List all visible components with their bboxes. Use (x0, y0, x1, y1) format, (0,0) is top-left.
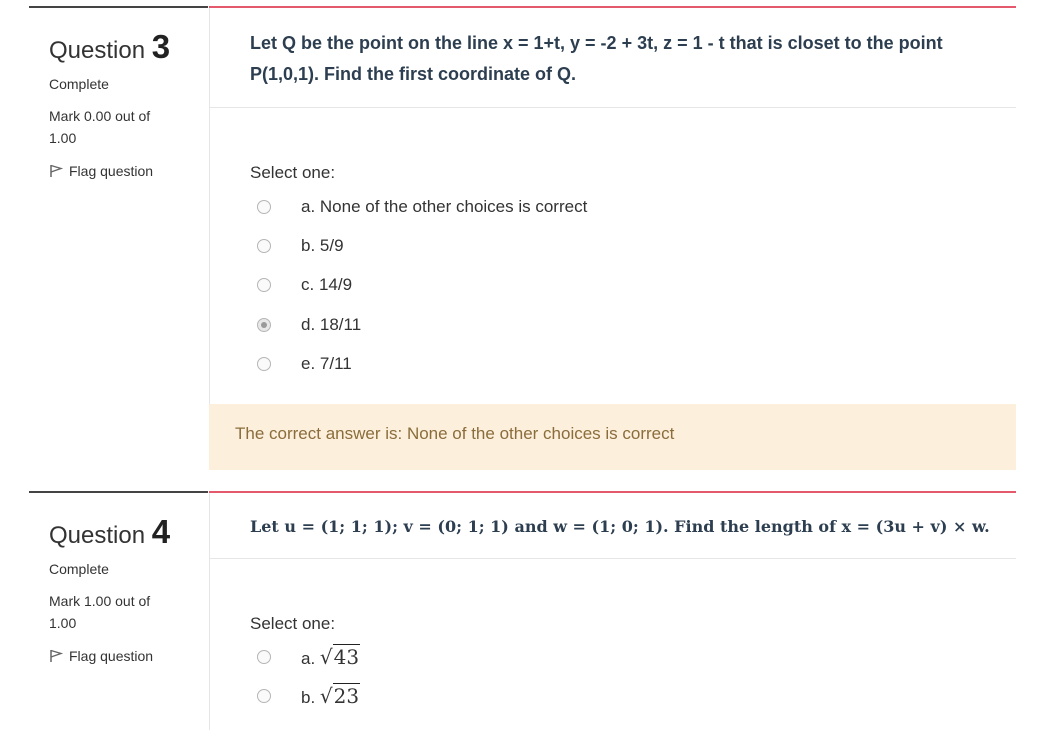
answer-option-d[interactable] (257, 313, 362, 337)
feedback-box (209, 404, 1016, 470)
answer-option-a[interactable] (257, 195, 588, 219)
answer-option-a[interactable] (257, 645, 360, 669)
select-one-prompt: Select one: (250, 163, 336, 182)
radio-button[interactable] (257, 200, 271, 214)
answer-option-label[interactable]: b. 5/9 (301, 236, 344, 255)
square-root-value: √43 (319, 645, 360, 669)
radio-button[interactable] (257, 357, 271, 371)
radio-button[interactable] (257, 239, 271, 253)
radio-button[interactable] (257, 650, 271, 664)
question-label: Question (49, 37, 146, 64)
flag-question-label: Flag question (69, 163, 154, 179)
question-number-value: 3 (151, 28, 171, 65)
answer-option-label[interactable]: c. 14/9 (301, 275, 353, 294)
question-number (49, 28, 170, 66)
answer-option-label[interactable]: e. 7/11 (301, 354, 352, 373)
answer-option-label[interactable]: d. 18/11 (301, 315, 362, 334)
answer-option-label[interactable]: a. None of the other choices is correct (301, 197, 588, 216)
radio-button[interactable] (257, 689, 271, 703)
question-number-value: 4 (151, 513, 171, 550)
question-state: Complete (49, 76, 109, 92)
content-divider (209, 6, 1016, 8)
answer-option-c[interactable] (257, 273, 353, 297)
question-text: Let u = (1; 1; 1); v = (0; 1; 1) and w = (1; 0; 1). Find the length of x = (3u + v) × w. (250, 517, 990, 536)
correct-answer-text: The correct answer is: None of the other choices is correct (235, 424, 675, 443)
content-border (209, 493, 210, 730)
question-grade: Mark 0.00 out of 1.00 (49, 108, 151, 146)
radio-button[interactable] (257, 278, 271, 292)
flag-icon (49, 649, 63, 663)
option-prefix: a. (301, 649, 316, 668)
question-number (49, 513, 170, 551)
radicand: 23 (333, 684, 360, 708)
question-grade: Mark 1.00 out of 1.00 (49, 593, 151, 631)
question-text-divider (209, 107, 1016, 108)
answer-option-b[interactable] (257, 684, 360, 708)
option-prefix: b. (301, 688, 316, 707)
flag-question-label: Flag question (69, 648, 154, 664)
flag-question-button[interactable] (49, 648, 153, 664)
flag-question-button[interactable] (49, 163, 153, 179)
radicand: 43 (333, 645, 360, 669)
content-divider (209, 491, 1016, 493)
flag-icon (49, 164, 63, 178)
answer-option-label[interactable] (301, 684, 360, 708)
square-root-value: √23 (319, 684, 360, 708)
content-border (209, 8, 210, 404)
select-one-prompt: Select one: (250, 614, 336, 633)
question-state: Complete (49, 561, 109, 577)
info-divider (29, 6, 208, 8)
answer-option-label[interactable] (301, 645, 360, 669)
info-divider (29, 491, 208, 493)
answer-option-e[interactable] (257, 352, 352, 376)
question-text-divider (209, 558, 1016, 559)
question-text: Let Q be the point on the line x = 1+t, y = -2 + 3t, z = 1 - t that is closet to the point P(1,0,1). Find the first coordinate of Q. (250, 33, 943, 84)
answer-option-b[interactable] (257, 234, 344, 258)
question-label: Question (49, 522, 146, 549)
radio-button-selected[interactable] (257, 318, 271, 332)
